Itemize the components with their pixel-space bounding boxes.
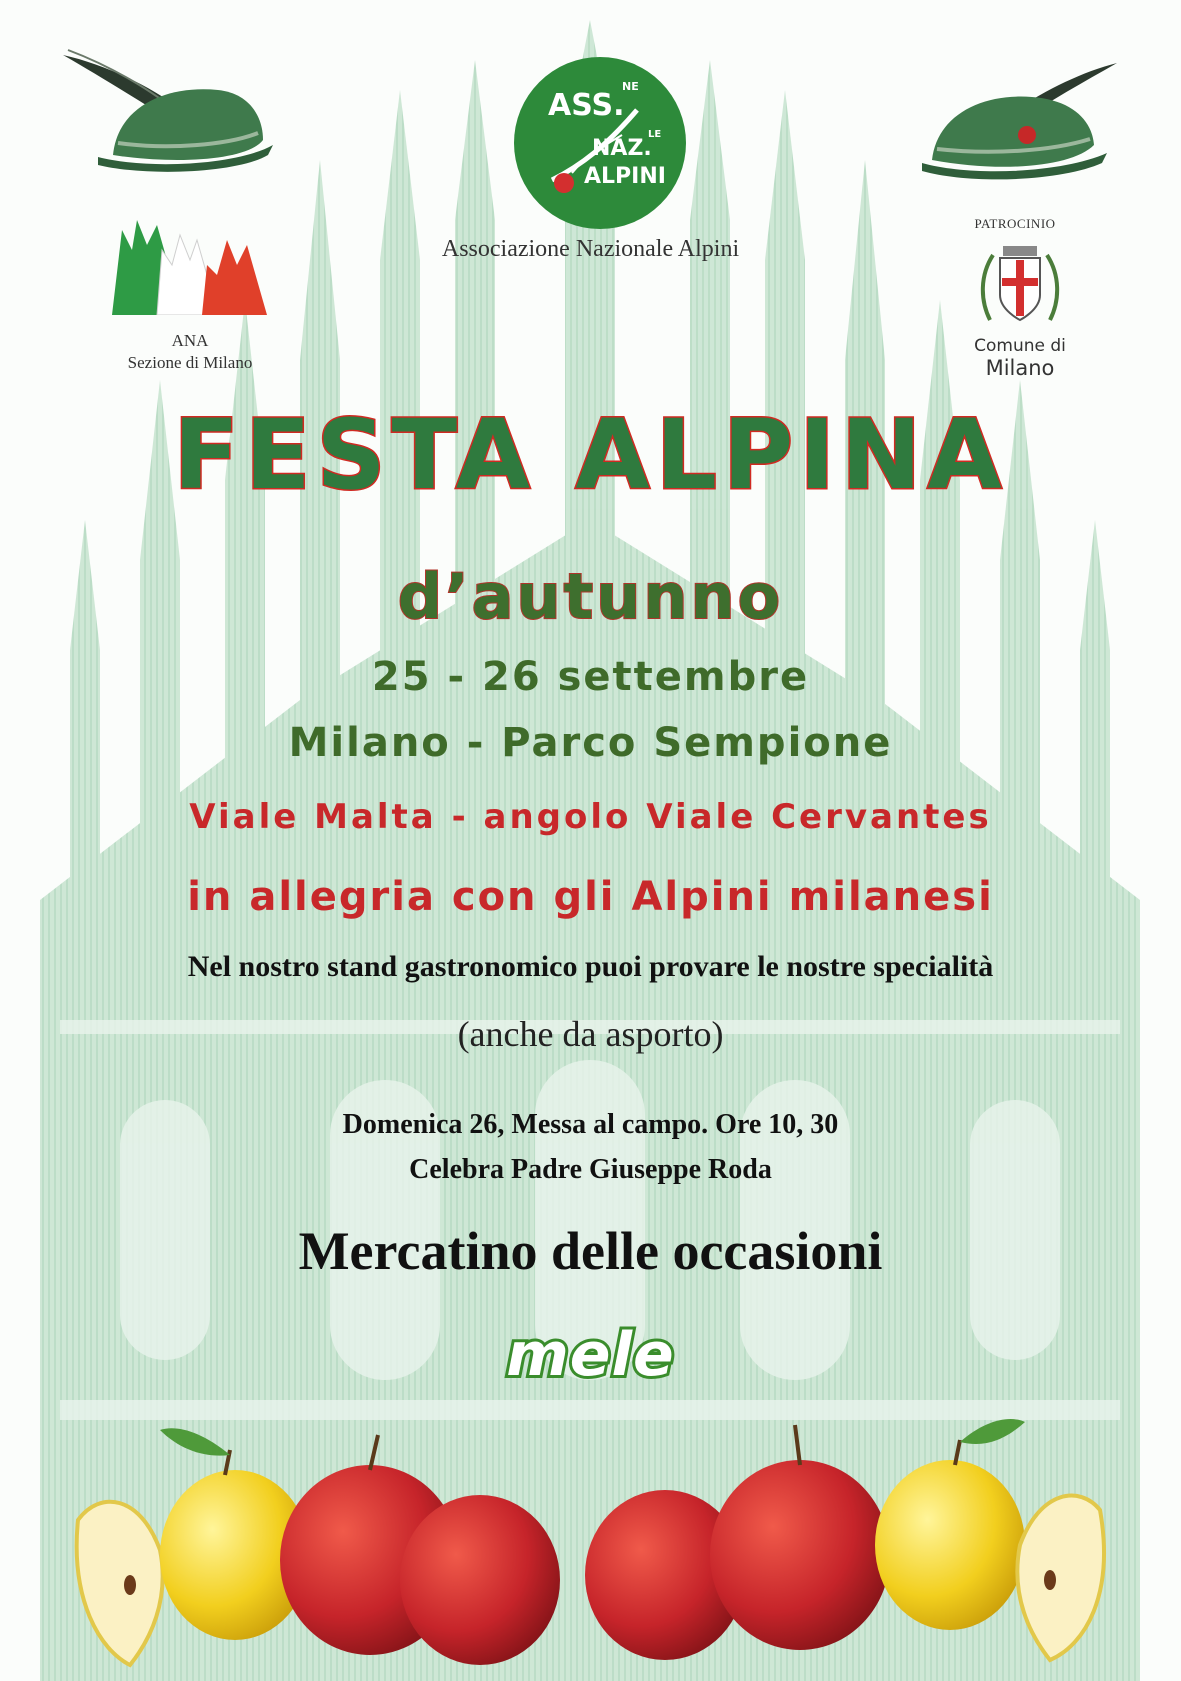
comune-label: Comune di (974, 336, 1066, 356)
ana-logo-sup1: NE (622, 80, 639, 93)
yellow-apple-icon (875, 1419, 1025, 1630)
apple-slice-icon (1017, 1496, 1104, 1660)
event-place: Milano - Parco Sempione (288, 720, 893, 766)
takeaway-note: (anche da asporto) (457, 1014, 724, 1054)
apple-slice-icon (77, 1502, 163, 1665)
mass-info: Domenica 26, Messa al campo. Ore 10, 30 (342, 1109, 839, 1140)
ana-sezione-caption (100, 330, 280, 374)
stand-description: Nel nostro stand gastronomico puoi provare le nostre specialità (187, 950, 994, 983)
apples-label: mele (506, 1320, 675, 1390)
celebrant-info: Celebra Padre Giuseppe Roda (409, 1154, 772, 1185)
italian-flag-flames-icon (112, 220, 267, 315)
milano-crest-icon (975, 240, 1065, 330)
sezione-label: Sezione di Milano (127, 353, 253, 372)
patrocinio-label: PATROCINIO (974, 216, 1056, 231)
association-caption: Associazione Nazionale Alpini (441, 236, 740, 262)
event-slogan: in allegria con gli Alpini milanesi (187, 874, 994, 920)
event-address: Viale Malta - angolo Viale Cervantes (189, 797, 992, 837)
alpine-hat-icon (912, 55, 1122, 180)
ana-logo-sup2: LE (648, 129, 662, 140)
red-apple-icon (710, 1425, 890, 1650)
apples-illustration (0, 1380, 1181, 1681)
alpine-hat-icon (58, 45, 278, 175)
ana-logo-naz: NAZ. (592, 136, 652, 161)
ana-logo-alpini: ALPINI (584, 164, 666, 189)
market-title: Mercatino delle occasioni (298, 1221, 883, 1281)
milano-label: Milano (985, 356, 1055, 380)
ana-label: ANA (171, 331, 209, 350)
event-subtitle: d’autunno (397, 560, 784, 633)
ana-logo-ass: ASS. (548, 88, 625, 123)
comune-di-milano (945, 335, 1095, 379)
event-title: FESTA ALPINA (173, 399, 1008, 511)
red-apple-icon (400, 1495, 560, 1665)
event-dates: 25 - 26 settembre (371, 654, 810, 700)
